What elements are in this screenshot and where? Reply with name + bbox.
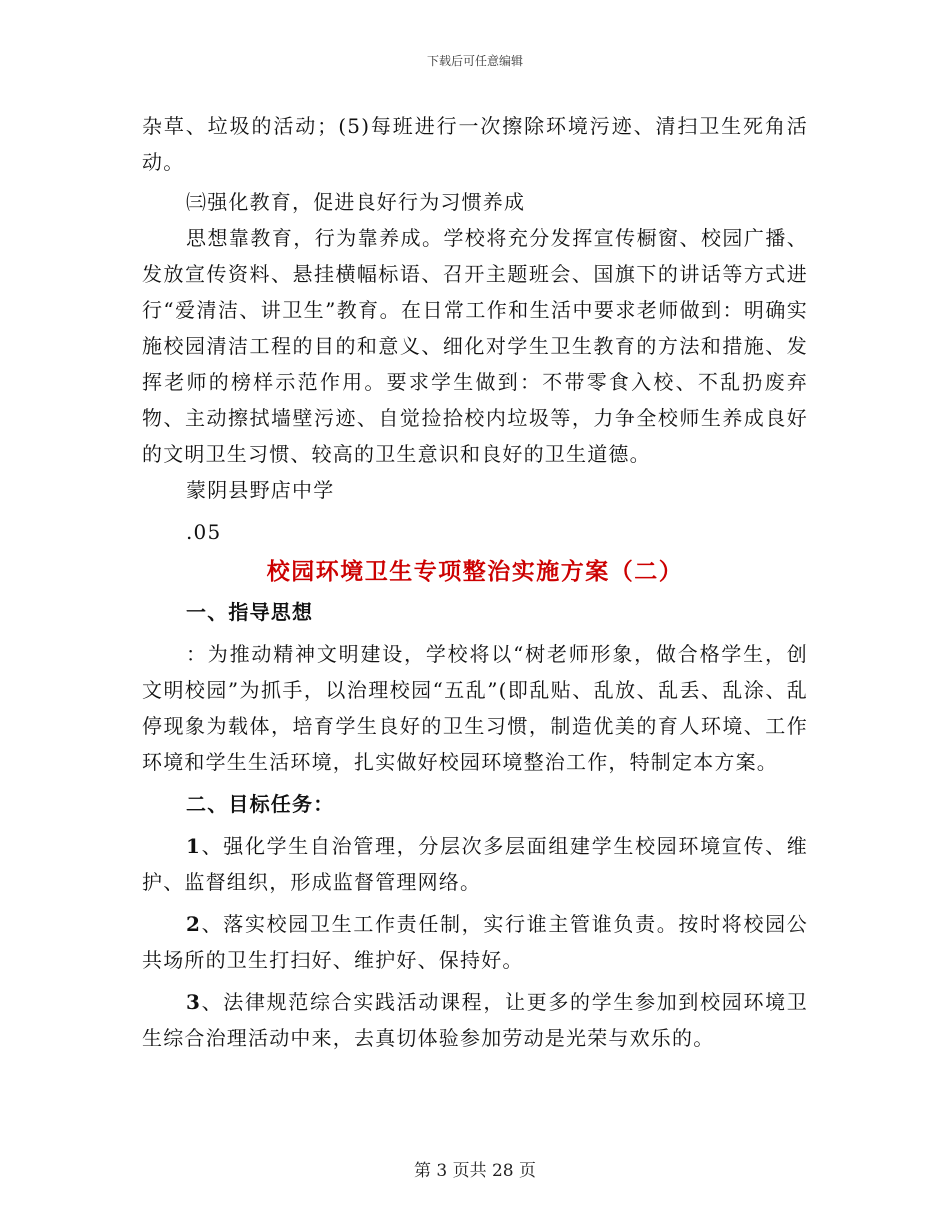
- heading-strengthen-education: ㈢强化教育，促进良好行为习惯养成: [186, 190, 526, 214]
- section-heading-guiding-thought: 一、指导思想: [186, 600, 314, 624]
- paragraph-guiding-thought: ：为推动精神文明建设，学校将以“树老师形象，做合格学生，创文明校园”为抓手，以治理校园“五乱”(即乱贴、乱放、乱丢、乱涂、乱停现象为载体，培育学生良好的卫生习惯，制造优美的育人环境、工作环境和学生生活环境，扎实做好校园环境整治工作，特制定本方案。: [142, 642, 808, 774]
- list-item-text: 、法律规范综合实践活动课程，让更多的学生参加到校园环境卫生综合治理活动中来，去真切体验参加劳动是光荣与欢乐的。: [142, 990, 808, 1050]
- paragraph-activity-end: 杂草、垃圾的活动；(5)每班进行一次擦除环境污迹、清扫卫生死角活动。: [142, 114, 808, 174]
- list-item: [142, 906, 808, 978]
- list-item-text: 、落实校园卫生工作责任制，实行谁主管谁负责。按时将校园公共场所的卫生打扫好、维护好、保持好。: [142, 912, 808, 972]
- list-item-text: 、强化学生自治管理，分层次多层面组建学生校园环境宣传、维护、监督组织，形成监督管理网络。: [142, 834, 808, 894]
- page-header: 下载后可任意编辑: [426, 54, 523, 68]
- school-name: 蒙阴县野店中学: [186, 478, 335, 502]
- list-item-number: 1: [186, 834, 202, 858]
- document-title: 校园环境卫生专项整治实施方案（二）: [266, 558, 684, 585]
- list-item-number: 3: [186, 990, 202, 1014]
- list-item: [142, 984, 808, 1056]
- paragraph-education: 思想靠教育，行为靠养成。学校将充分发挥宣传橱窗、校园广播、发放宣传资料、悬挂横幅标语、召开主题班会、国旗下的讲话等方式进行“爱清洁、讲卫生”教育。在日常工作和生活中要求老师做到：明确实施校园清洁工程的目的和意义、细化对学生卫生教育的方法和措施、发挥老师的榜样示范作用。要求学生做到：不带零食入校、不乱扔废弃物、主动擦拭墙壁污迹、自觉捡拾校内垃圾等，力争全校师生养成良好的文明卫生习惯、较高的卫生意识和良好的卫生道德。: [142, 226, 808, 466]
- document-date: .05: [186, 520, 222, 544]
- list-item-number: 2: [186, 912, 202, 936]
- page-footer: 第 3 页共 28 页: [413, 1161, 537, 1181]
- list-item: [142, 828, 808, 900]
- document-body: [142, 108, 808, 1056]
- section-heading-goals: 二、目标任务：: [186, 792, 335, 816]
